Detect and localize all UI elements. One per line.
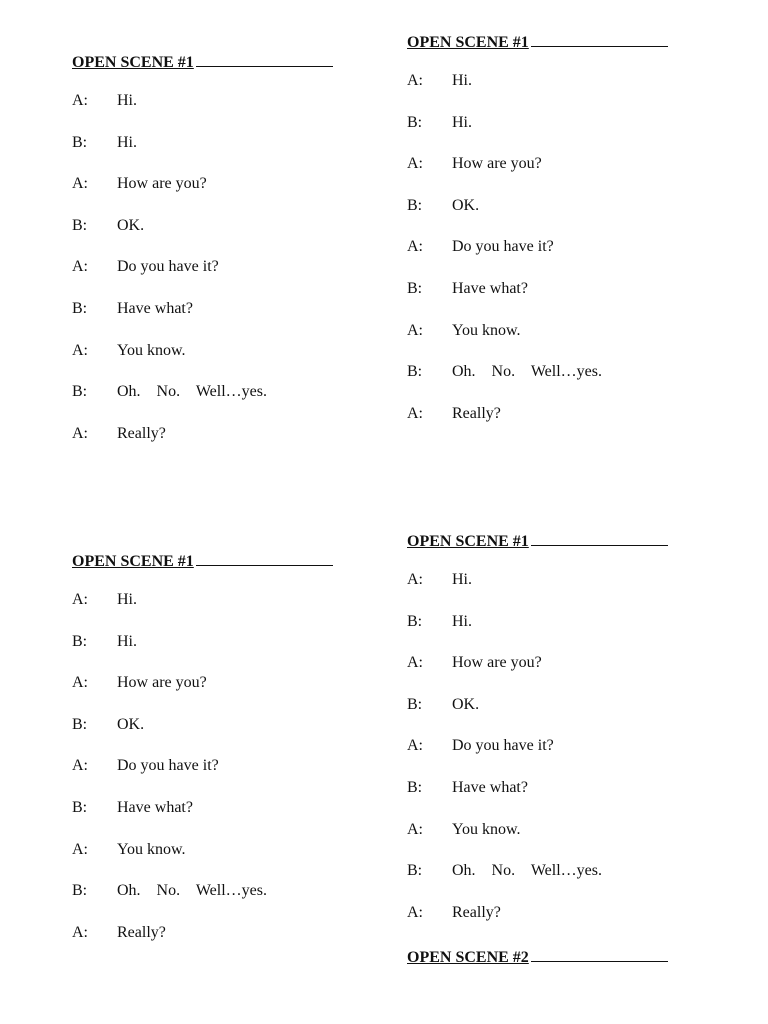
line-text: Hi. (452, 571, 472, 588)
dialogue-line (407, 154, 687, 174)
line-text: OK. (117, 715, 145, 733)
speaker-label: A: (407, 737, 423, 755)
dialogue-line (72, 715, 352, 735)
line-text: You know. (452, 321, 521, 339)
speaker-label: B: (407, 778, 423, 796)
line-text: Do you have it? (452, 238, 554, 256)
dialogue-line (407, 653, 687, 673)
speaker-label: B: (72, 632, 88, 650)
speaker-label: A: (407, 654, 423, 672)
line-text: Do you have it? (452, 737, 554, 755)
line-text: How are you? (452, 155, 542, 173)
speaker-label: B: (72, 882, 88, 900)
dialogue-line (72, 91, 352, 111)
speaker-label: A: (72, 258, 88, 276)
scene-title-row (407, 30, 687, 50)
dialogue-lines (72, 91, 352, 444)
dialogue-line (72, 840, 352, 860)
line-text: How are you? (117, 674, 207, 692)
scene-card-bottom-right (407, 529, 687, 944)
speaker-label: B: (72, 133, 88, 151)
speaker-label: A: (72, 840, 88, 858)
scene-card-top-left (72, 50, 352, 465)
line-text: Oh. No. Well…yes. (452, 862, 602, 880)
line-text: Hi. (117, 591, 137, 608)
dialogue-line (407, 321, 687, 341)
speaker-label: A: (407, 820, 423, 838)
line-text: Really? (117, 923, 166, 941)
line-text: Have what? (452, 778, 528, 796)
line-text: You know. (117, 840, 186, 858)
speaker-label: A: (72, 674, 88, 692)
dialogue-line (407, 570, 687, 590)
dialogue-line (407, 736, 687, 756)
dialogue-line (72, 923, 352, 943)
dialogue-line (407, 362, 687, 382)
line-text: Hi. (117, 133, 137, 151)
line-text: You know. (452, 820, 521, 838)
dialogue-line (72, 257, 352, 277)
line-text: Have what? (117, 798, 193, 816)
scene-title-row (72, 50, 352, 70)
dialogue-line (407, 113, 687, 133)
dialogue-line (72, 216, 352, 236)
speaker-label: B: (72, 216, 88, 234)
line-text: Hi. (117, 92, 137, 109)
scene-title: OPEN SCENE #1 (72, 553, 194, 570)
dialogue-lines (72, 590, 352, 943)
scene-card-top-right (407, 30, 687, 445)
dialogue-line (72, 341, 352, 361)
speaker-label: B: (72, 299, 88, 317)
speaker-label: B: (407, 363, 423, 381)
speaker-label: A: (407, 321, 423, 339)
dialogue-line (407, 695, 687, 715)
line-text: Oh. No. Well…yes. (117, 882, 267, 900)
dialogue-line (72, 756, 352, 776)
line-text: How are you? (117, 175, 207, 193)
dialogue-line (72, 382, 352, 402)
speaker-label: A: (72, 92, 88, 109)
dialogue-line (72, 299, 352, 319)
speaker-label: B: (407, 695, 423, 713)
speaker-label: B: (407, 279, 423, 297)
speaker-label: B: (407, 113, 423, 131)
speaker-label: A: (72, 923, 88, 941)
next-scene-heading (407, 945, 687, 965)
line-text: Oh. No. Well…yes. (452, 363, 602, 381)
line-text: Hi. (117, 632, 137, 650)
speaker-label: A: (407, 903, 423, 921)
line-text: Do you have it? (117, 258, 219, 276)
dialogue-line (72, 881, 352, 901)
name-blank-line (531, 529, 668, 546)
speaker-label: A: (407, 238, 423, 256)
speaker-label: A: (407, 571, 423, 588)
speaker-label: A: (72, 757, 88, 775)
speaker-label: A: (72, 424, 88, 442)
dialogue-line (407, 903, 687, 923)
speaker-label: B: (407, 612, 423, 630)
line-text: Hi. (452, 72, 472, 89)
scene-title-row (407, 945, 687, 965)
dialogue-line (72, 133, 352, 153)
name-blank-line (531, 30, 668, 47)
dialogue-line (407, 612, 687, 632)
scene-title-row (72, 549, 352, 569)
line-text: You know. (117, 341, 186, 359)
name-blank-line (196, 50, 333, 67)
line-text: Really? (452, 903, 501, 921)
speaker-label: A: (407, 72, 423, 89)
line-text: Oh. No. Well…yes. (117, 383, 267, 401)
dialogue-line (407, 861, 687, 881)
dialogue-line (72, 632, 352, 652)
line-text: Hi. (452, 113, 472, 131)
speaker-label: A: (407, 404, 423, 422)
scene-title: OPEN SCENE #1 (407, 34, 529, 51)
speaker-label: A: (72, 175, 88, 193)
dialogue-line (72, 424, 352, 444)
dialogue-lines (407, 570, 687, 923)
dialogue-line (407, 778, 687, 798)
line-text: OK. (452, 695, 480, 713)
dialogue-line (72, 798, 352, 818)
scene-title-row (407, 529, 687, 549)
dialogue-line (407, 820, 687, 840)
dialogue-line (407, 196, 687, 216)
dialogue-lines (407, 71, 687, 424)
speaker-label: B: (407, 862, 423, 880)
dialogue-line (407, 71, 687, 91)
line-text: OK. (452, 196, 480, 214)
dialogue-line (72, 174, 352, 194)
name-blank-line (531, 945, 668, 962)
speaker-label: B: (407, 196, 423, 214)
dialogue-line (407, 404, 687, 424)
line-text: Really? (117, 424, 166, 442)
speaker-label: A: (72, 341, 88, 359)
speaker-label: A: (72, 591, 88, 608)
name-blank-line (196, 549, 333, 566)
scene-title: OPEN SCENE #1 (72, 54, 194, 71)
line-text: Do you have it? (117, 757, 219, 775)
speaker-label: B: (72, 383, 88, 401)
line-text: How are you? (452, 654, 542, 672)
scene-card-bottom-left (72, 549, 352, 964)
dialogue-line (72, 590, 352, 610)
speaker-label: B: (72, 798, 88, 816)
speaker-label: A: (407, 155, 423, 173)
dialogue-line (72, 673, 352, 693)
scene-title: OPEN SCENE #2 (407, 949, 529, 966)
line-text: Have what? (452, 279, 528, 297)
line-text: OK. (117, 216, 145, 234)
line-text: Hi. (452, 612, 472, 630)
speaker-label: B: (72, 715, 88, 733)
scene-title: OPEN SCENE #1 (407, 533, 529, 550)
line-text: Really? (452, 404, 501, 422)
line-text: Have what? (117, 299, 193, 317)
dialogue-line (407, 237, 687, 257)
dialogue-line (407, 279, 687, 299)
